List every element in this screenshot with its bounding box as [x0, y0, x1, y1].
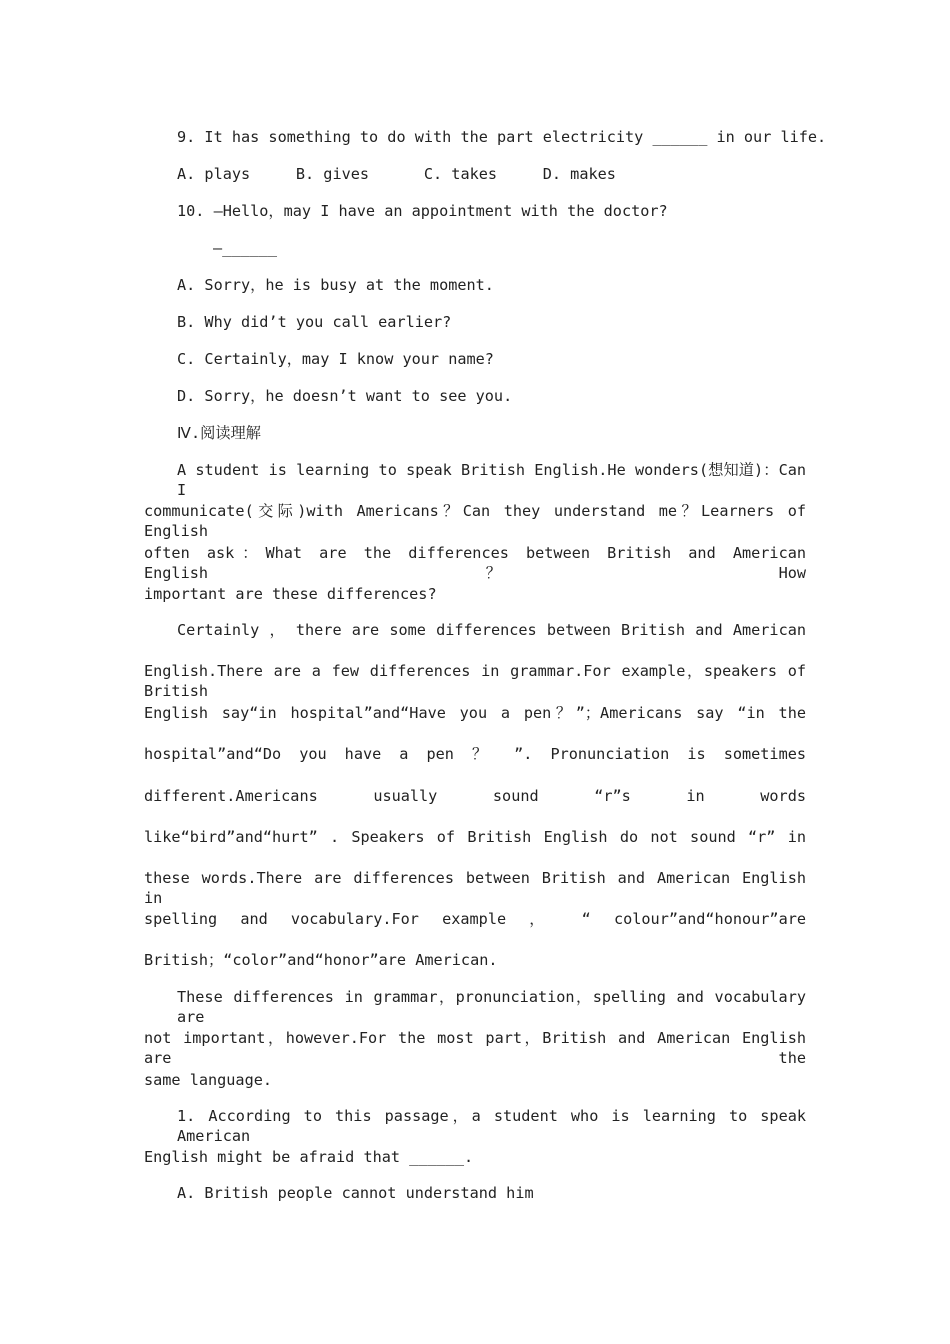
passage-p1-line: important are these differences?: [144, 585, 437, 603]
reading-question-1-option-a: A. British people cannot understand him: [177, 1184, 534, 1202]
passage-p3-line: not important，however.For the most part，British and American English are the: [144, 1029, 806, 1067]
question-9-options: A. plays B. gives C. takes D. makes: [177, 165, 616, 183]
question-10-option-d: D. Sorry，he doesn’t want to see you.: [177, 387, 513, 405]
passage-p2-line: spelling and vocabulary.For example ， “ colour”and“honour”are: [144, 910, 806, 928]
passage-p2-line: hospital”and“Do you have a pen ？ ”. Pronunciation is sometimes: [144, 745, 806, 763]
question-10-stem: 10. —Hello，may I have an appointment with the doctor?: [177, 202, 668, 220]
passage-p3-line: same language.: [144, 1071, 273, 1089]
question-10-option-a: A. Sorry，he is busy at the moment.: [177, 276, 494, 294]
question-10-option-c: C. Certainly，may I know your name?: [177, 350, 494, 368]
question-10-option-b: B. Why did’t you call earlier?: [177, 313, 452, 331]
passage-p2-line: like“bird”and“hurt” . Speakers of British English do not sound “r” in: [144, 828, 806, 846]
section-heading: Ⅳ.阅读理解: [177, 424, 261, 442]
passage-p2-line: English say“in hospital”and“Have you a pen？”；Americans say “in the: [144, 704, 806, 722]
passage-p1-line: A student is learning to speak British English.He wonders(想知道)：Can I: [177, 461, 806, 499]
passage-p1-line: often ask：What are the differences between British and American English？How: [144, 544, 806, 582]
passage-p2-line: British；“color”and“honor”are American.: [144, 951, 498, 969]
passage-p2-line: these words.There are differences between British and American English in: [144, 869, 806, 907]
question-9-stem: 9. It has something to do with the part electricity ______ in our life.: [177, 128, 827, 146]
passage-p3-line: These differences in grammar，pronunciation，spelling and vocabulary are: [177, 988, 806, 1026]
passage-p2-line: English.There are a few differences in grammar.For example，speakers of British: [144, 662, 806, 700]
passage-p2-line: different.Americans usually sound “r”s in words: [144, 787, 806, 805]
reading-question-1-stem-cont: English might be afraid that ______.: [144, 1148, 474, 1166]
passage-p2-line: Certainly ， there are some differences between British and American: [177, 621, 806, 639]
passage-p1-line: communicate(交际)with Americans？Can they understand me？Learners of English: [144, 502, 806, 540]
reading-question-1-stem: 1. According to this passage，a student who is learning to speak American: [177, 1107, 806, 1145]
question-10-reply: —______: [213, 239, 278, 257]
